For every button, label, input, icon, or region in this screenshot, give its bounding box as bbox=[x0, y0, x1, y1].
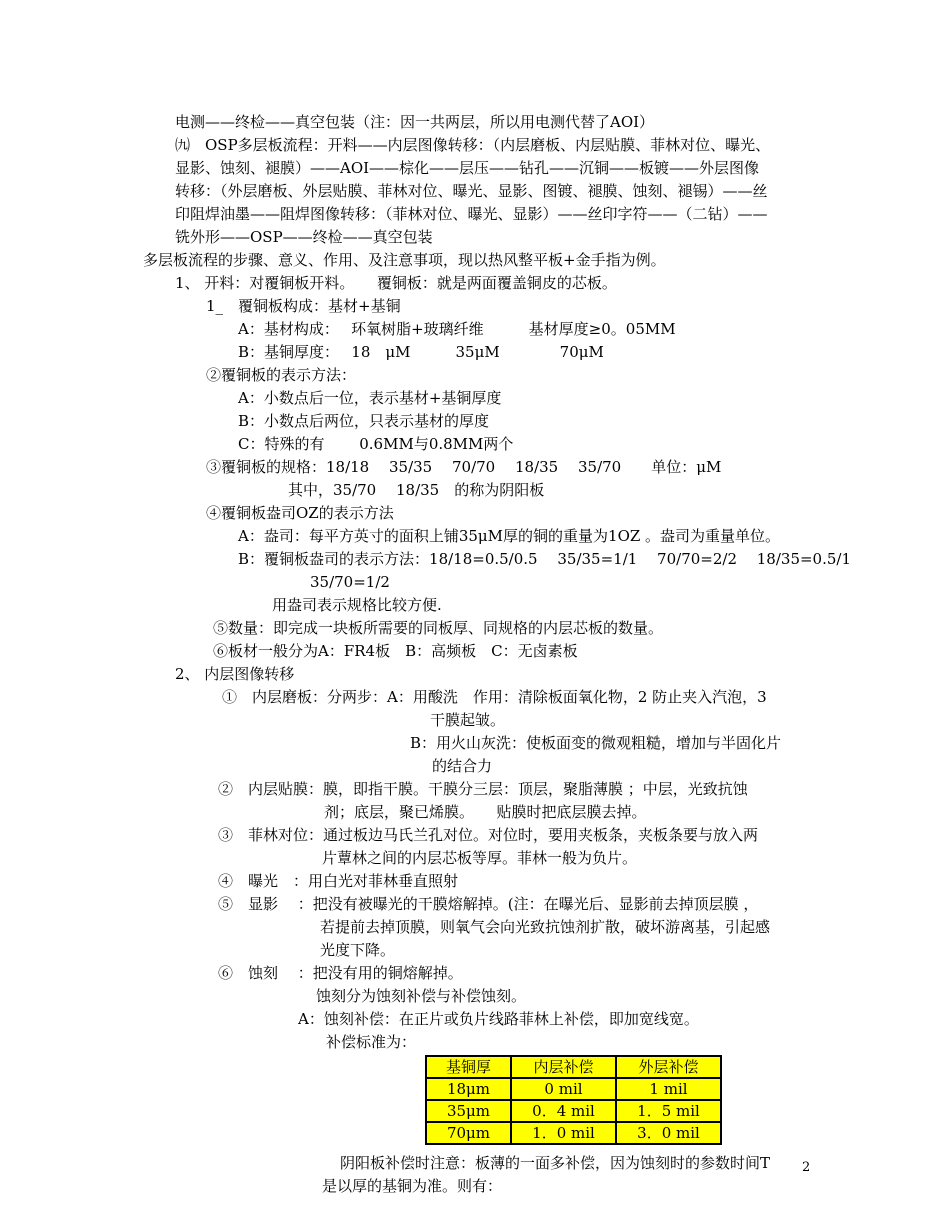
text-line: 片蕈林之间的内层芯板等厚。菲林一般为负片。 bbox=[322, 849, 638, 867]
table-cell: 0．4 mil bbox=[511, 1100, 616, 1122]
text-line: A：基材构成： 环氧树脂+玻璃纤维 基材厚度≥0。05MM bbox=[238, 320, 676, 338]
text-line: ③ 菲林对位：通过板边马氏兰孔对位。对位时，要用夹板条，夹板条要与放入两 bbox=[218, 826, 759, 844]
text-line: A：小数点后一位，表示基材+基铜厚度 bbox=[238, 389, 502, 407]
text-line: ⑤数量：即完成一块板所需要的同板厚、同规格的内层芯板的数量。 bbox=[213, 619, 664, 637]
table-cell: 0 mil bbox=[511, 1078, 616, 1100]
table-row bbox=[426, 1122, 721, 1144]
text-line: 多层板流程的步骤、意义、作用、及注意事项，现以热风整平板+金手指为例。 bbox=[143, 251, 666, 269]
text-line: C：特殊的有 0.6MM与0.8MM两个 bbox=[238, 435, 514, 453]
text-line: B：用火山灰洗：使板面变的微观粗糙，增加与半固化片 bbox=[410, 734, 782, 752]
table-cell: 1 mil bbox=[616, 1078, 721, 1100]
text-line: 蚀刻分为蚀刻补偿与补偿蚀刻。 bbox=[316, 987, 527, 1005]
text-line: 1_ 覆铜板构成：基材+基铜 bbox=[206, 297, 401, 315]
table-row bbox=[426, 1100, 721, 1122]
text-line: 补偿标准为： bbox=[326, 1033, 417, 1051]
table-cell: 35μm bbox=[426, 1100, 511, 1122]
table-header-cell: 外层补偿 bbox=[616, 1056, 721, 1078]
text-line: ④覆铜板盎司OZ的表示方法 bbox=[206, 504, 394, 522]
page-number: 2 bbox=[802, 1160, 811, 1175]
compensation-table bbox=[425, 1055, 722, 1145]
text-line: 光度下降。 bbox=[320, 941, 396, 959]
text-line: 显影、蚀刻、褪膜）——AOI——棕化——层压——钻孔——沉铜——板镀——外层图像 bbox=[175, 159, 760, 177]
text-line: 阴阳板补偿时注意：板薄的一面多补偿，因为蚀刻时的参数时间T bbox=[340, 1154, 771, 1172]
text-line: 印阻焊油墨——阻焊图像转移：（菲林对位、曝光、显影）——丝印字符——（二钻）—— bbox=[175, 205, 768, 223]
table-row bbox=[426, 1078, 721, 1100]
text-line: 用盎司表示规格比较方便. bbox=[272, 596, 442, 614]
table-cell: 18μm bbox=[426, 1078, 511, 1100]
text-line: ⑤ 显影 ：把没有被曝光的干膜熔解掉。(注：在曝光后、显影前去掉顶层膜 ， bbox=[218, 895, 759, 913]
text-line: 的结合力 bbox=[432, 757, 493, 775]
text-line: ① 内层磨板：分两步：A：用酸洗 作用：清除板面氧化物，2 防止夹入汽泡，3 bbox=[222, 688, 767, 706]
text-line: 是以厚的基铜为准。则有： bbox=[322, 1177, 503, 1195]
text-line: 铣外形——OSP——终检——真空包装 bbox=[175, 228, 433, 246]
text-line: ② 内层贴膜：膜，即指干膜。干膜分三层：顶层，聚脂薄膜 ；中层，光致抗蚀 bbox=[218, 780, 748, 798]
text-line: A：盎司：每平方英寸的面积上铺35μM厚的铜的重量为1OZ 。盎司为重量单位。 bbox=[238, 527, 781, 545]
text-line: ④ 曝光 ：用白光对菲林垂直照射 bbox=[218, 872, 459, 890]
table-cell: 70μm bbox=[426, 1122, 511, 1144]
table-header-cell: 内层补偿 bbox=[511, 1056, 616, 1078]
text-line: 1、 开料：对覆铜板开料。 覆铜板：就是两面覆盖铜皮的芯板。 bbox=[175, 274, 617, 292]
table-header-row bbox=[426, 1056, 721, 1078]
text-line: 35/70=1/2 bbox=[310, 573, 390, 591]
text-line: 电测——终检——真空包装（注：因一共两层，所以用电测代替了AOI） bbox=[175, 113, 655, 131]
table-cell: 1．5 mil bbox=[616, 1100, 721, 1122]
text-line: B：小数点后两位，只表示基材的厚度 bbox=[238, 412, 490, 430]
text-line: 其中，35/70 18/35 的称为阴阳板 bbox=[288, 481, 545, 499]
text-line: 转移：（外层磨板、外层贴膜、菲林对位、曝光、显影、图镀、褪膜、蚀刻、褪锡）——丝 bbox=[175, 182, 768, 200]
table-cell: 3．0 mil bbox=[616, 1122, 721, 1144]
text-line: B：基铜厚度： 18 μM 35μM 70μM bbox=[238, 343, 604, 361]
table-cell: 1．0 mil bbox=[511, 1122, 616, 1144]
table-header-cell: 基铜厚 bbox=[426, 1056, 511, 1078]
text-line: 若提前去掉顶膜，则氧气会向光致抗蚀剂扩散，破坏游离基，引起感 bbox=[320, 918, 771, 936]
text-line: ㈨ OSP多层板流程：开料——内层图像转移：（内层磨板、内层贴膜、菲林对位、曝光、 bbox=[175, 136, 771, 154]
text-line: 剂；底层，聚已烯膜。 贴膜时把底层膜去掉。 bbox=[324, 803, 647, 821]
text-line: ③覆铜板的规格：18/18 35/35 70/70 18/35 35/70 单位：μM bbox=[206, 458, 722, 476]
text-line: B：覆铜板盎司的表示方法：18/18=0.5/0.5 35/35=1/1 70/70=2/2 18/35=0.5/1 bbox=[238, 550, 852, 568]
text-line: ⑥板材一般分为A：FR4板 B：高频板 C：无卤素板 bbox=[213, 642, 578, 660]
text-line: ⑥ 蚀刻 ：把没有用的铜熔解掉。 bbox=[218, 964, 463, 982]
text-line: ②覆铜板的表示方法： bbox=[206, 366, 357, 384]
text-line: 干膜起皱。 bbox=[430, 711, 506, 729]
text-line: A：蚀刻补偿：在正片或负片线路菲林上补偿，即加宽线宽。 bbox=[298, 1010, 699, 1028]
text-line: 2、 内层图像转移 bbox=[175, 665, 295, 683]
